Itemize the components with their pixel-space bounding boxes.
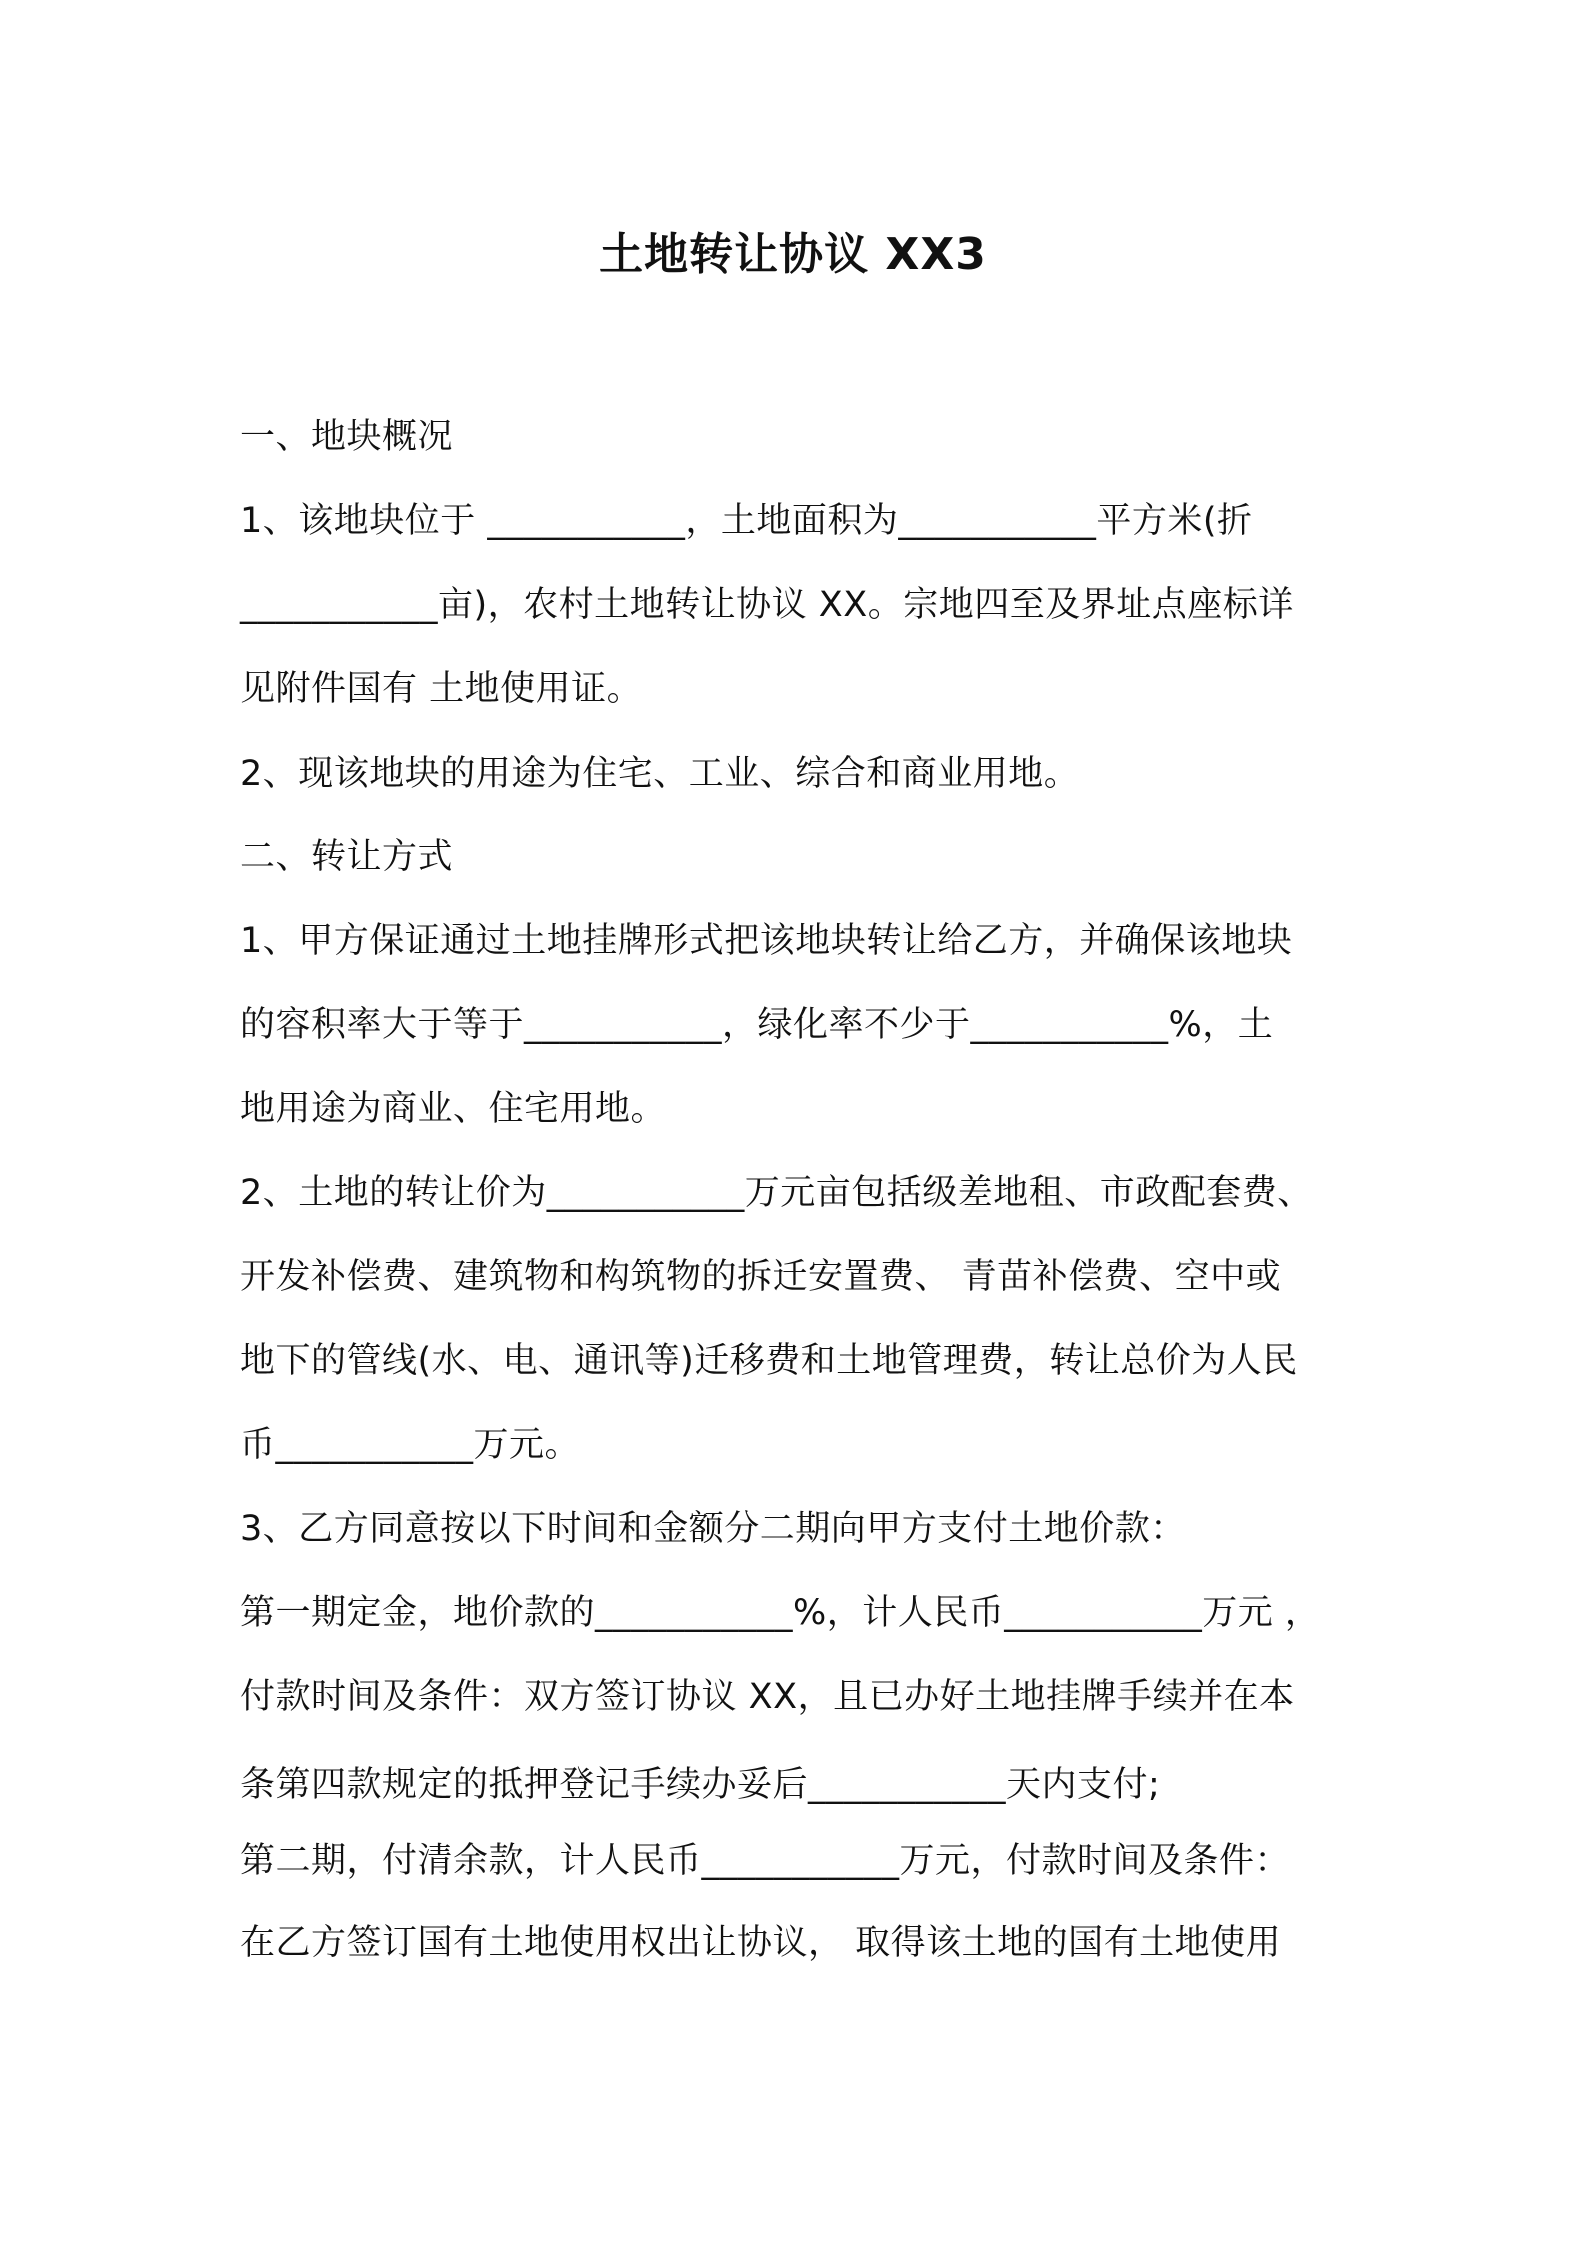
- paragraph-line: 在乙方签订国有土地使用权出让协议， 取得该土地的国有土地使用: [240, 1923, 1282, 1963]
- paragraph-line: 付款时间及条件：双方签订协议 XX，且已办好土地挂牌手续并在本: [240, 1677, 1295, 1717]
- paragraph-line: 第一期定金，地价款的___________%，计人民币___________万元 ，: [240, 1593, 1321, 1633]
- paragraph-line: ___________亩)，农村土地转让协议 XX。宗地四至及界址点座标详: [240, 585, 1294, 625]
- section-heading-1: 一、地块概况: [240, 417, 454, 457]
- paragraph-line: 2、土地的转让价为___________万元亩包括级差地租、市政配套费、: [240, 1173, 1313, 1213]
- paragraph-line: 开发补偿费、建筑物和构筑物的拆迁安置费、 青苗补偿费、空中或: [240, 1257, 1282, 1297]
- paragraph-line: 3、乙方同意按以下时间和金额分二期向甲方支付土地价款：: [240, 1509, 1186, 1549]
- paragraph-line: 1、甲方保证通过土地挂牌形式把该地块转让给乙方，并确保该地块: [240, 921, 1293, 961]
- paragraph-line: 币___________万元。: [240, 1425, 581, 1465]
- paragraph-line: 见附件国有 土地使用证。: [240, 669, 643, 709]
- paragraph-line: 地下的管线(水、电、通讯等)迁移费和土地管理费，转让总价为人民: [240, 1341, 1298, 1381]
- document-title: 土地转让协议 XX3: [599, 229, 987, 280]
- paragraph-line: 2、现该地块的用途为住宅、工业、综合和商业用地。: [240, 754, 1080, 794]
- section-heading-2: 二、转让方式: [240, 837, 454, 877]
- paragraph-line: 第二期，付清余款，计人民币___________万元，付款时间及条件：: [240, 1841, 1291, 1881]
- paragraph-line: 1、该地块位于 ___________，土地面积为___________平方米(折: [240, 501, 1253, 541]
- paragraph-line: 的容积率大于等于___________，绿化率不少于___________%，土: [240, 1005, 1274, 1045]
- paragraph-line: 地用途为商业、住宅用地。: [240, 1089, 667, 1129]
- paragraph-line: 条第四款规定的抵押登记手续办妥后___________天内支付;: [240, 1765, 1161, 1805]
